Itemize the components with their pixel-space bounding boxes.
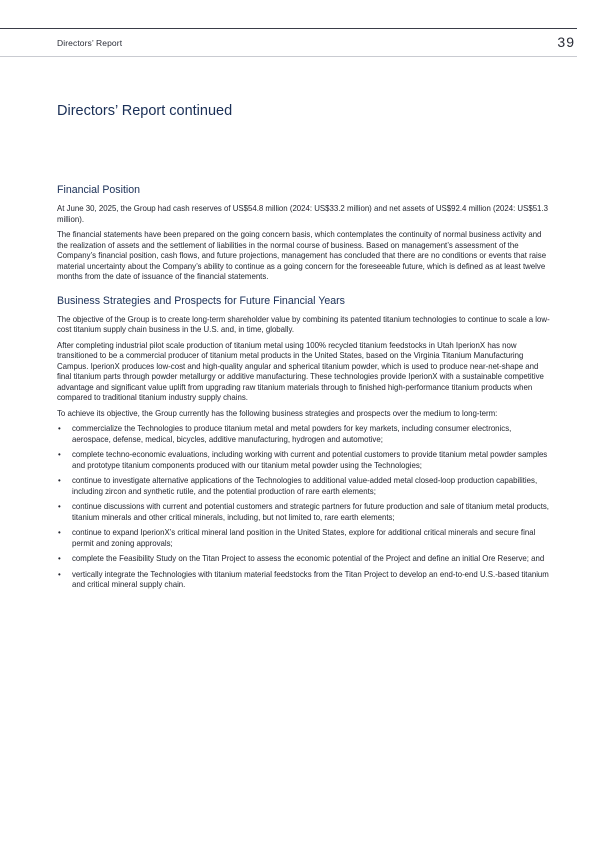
- list-item: [57, 476, 551, 497]
- header-top-rule: [0, 28, 577, 29]
- financial-position-section: [57, 184, 551, 283]
- bullet-icon: •: [58, 528, 61, 537]
- bullet-icon: •: [58, 554, 61, 563]
- document-body: [57, 184, 551, 596]
- business-strategies-section: [57, 295, 551, 591]
- bullet-icon: •: [58, 502, 61, 511]
- paragraph: After completing industrial pilot scale production of titanium metal using 100% recycled titanium feedstocks in Utah IperionX has now transitioned to be a commercial producer of titanium metal products in the United States, based on the Virginia Titanium Manufacturing Campus. IperionX produces low-cost and high-quality angular and spherical titanium powder, which is used to produce near-net-shape and final titanium parts through powder metallurgy or additive manufacturing. These technologies provide IperionX with a sustainable competitive advantage and significant value uplift from upgrading raw titanium materials through to finished high-performance titanium products when compared to traditional titanium industry supply chains.: [57, 340, 544, 402]
- list-item: [57, 570, 551, 591]
- list-item: [57, 528, 551, 549]
- running-head: Directors’ Report: [57, 38, 123, 48]
- list-item-text: complete techno-economic evaluations, including working with current and potential customers to provide titanium metal powder samples and prototype titanium components produced with our titanium metal powder using the Technologies;: [72, 450, 548, 470]
- section-heading-financial-position: Financial Position: [57, 184, 141, 196]
- paragraph: At June 30, 2025, the Group had cash reserves of US$54.8 million (2024: US$33.2 million) and net assets of US$92.4 million (2024: US$51.3 million).: [57, 204, 548, 224]
- list-item-text: commercialize the Technologies to produce titanium metal and metal powders for key markets, including consumer electronics, aerospace, defense, medical, bicycles, additive manufacturing, hydrogen and automotive;: [72, 424, 512, 444]
- bullet-icon: •: [58, 476, 61, 485]
- strategy-bullet-list: [57, 424, 551, 591]
- page-number: 39: [557, 34, 575, 50]
- list-item-text: continue to investigate alternative applications of the Technologies to additional value-added metal closed-loop production capabilities, including zircon and synthetic rutile, and the potential production of rare earth elements;: [72, 476, 538, 496]
- list-item-text: vertically integrate the Technologies with titanium material feedstocks from the Titan Project to develop an end-to-end U.S.-based titanium and critical mineral supply chain.: [72, 569, 549, 589]
- list-item-text: complete the Feasibility Study on the Titan Project to assess the economic potential of the Project and define an initial Ore Reserve; and: [72, 554, 545, 563]
- bullet-icon: •: [58, 450, 61, 459]
- list-item: [57, 554, 551, 565]
- header-bottom-rule: [0, 56, 577, 57]
- bullet-icon: •: [58, 569, 61, 579]
- list-item: [57, 450, 551, 471]
- paragraph: The objective of the Group is to create long-term shareholder value by combining its patented titanium technologies to continue to scale a low-cost titanium supply chain business in the U.S. and, in time, globally.: [57, 314, 550, 334]
- section-heading-business-strategies: Business Strategies and Prospects for Future Financial Years: [57, 294, 345, 307]
- list-item-text: continue to expand IperionX’s critical mineral land position in the United States, explore for additional critical minerals and secure final permit and zoning approvals;: [72, 528, 536, 548]
- page-title: Directors’ Report continued: [57, 103, 233, 119]
- bullet-icon: •: [58, 424, 61, 433]
- list-item-text: continue discussions with current and potential customers and strategic partners for future production and sale of titanium metal products, titanium minerals and other critical minerals, including, but not limited to, rare earth elements;: [72, 502, 549, 522]
- list-item: [57, 424, 551, 445]
- paragraph: The financial statements have been prepared on the going concern basis, which contemplates the continuity of normal business activity and the realization of assets and the settlement of liabilities in the normal course of business. Based on management’s assessment of the Company’s financial position, cash flows, and future projections, management has concluded that there are no conditions or events that raise material uncertainty about the Company’s ability to continue as a going concern for the foreseeable future, which is defined as at least twelve months from the date of issuance of the financial statements.: [57, 230, 547, 281]
- paragraph: To achieve its objective, the Group currently has the following business strategies and prospects over the medium to long-term:: [57, 408, 498, 418]
- list-item: [57, 502, 551, 523]
